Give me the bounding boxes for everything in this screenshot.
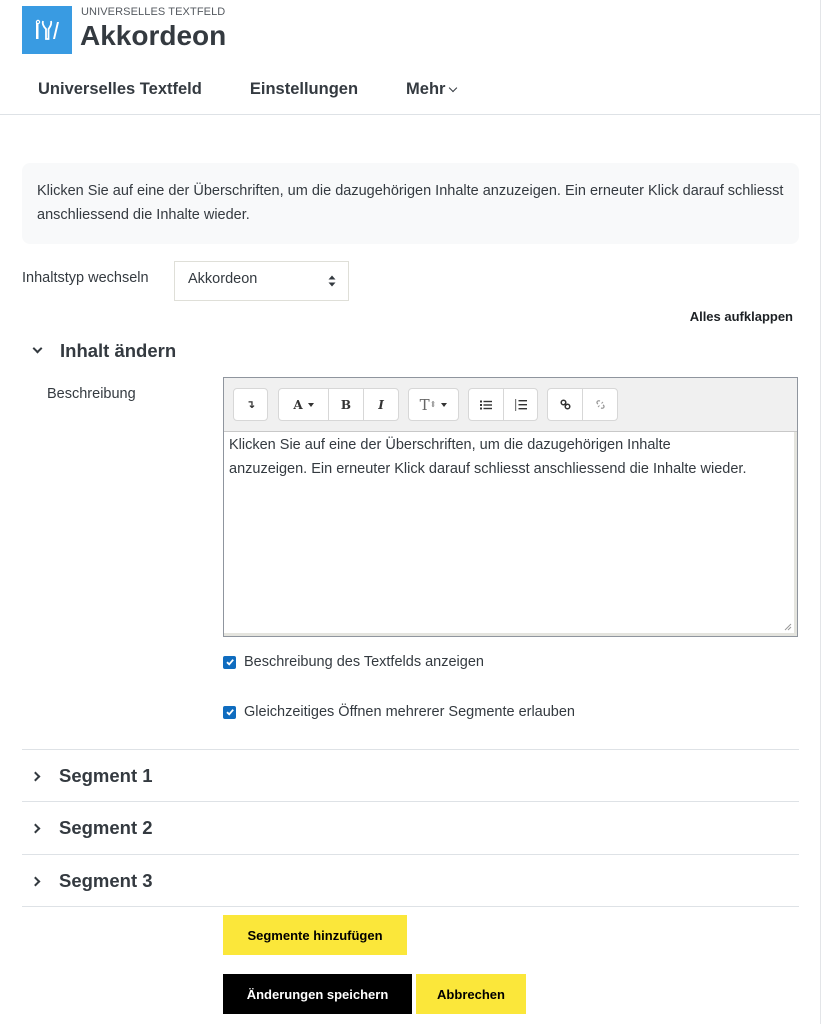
editor-toolbar [224, 378, 797, 432]
segment-divider [22, 906, 799, 907]
chevron-right-icon [31, 823, 41, 833]
tools-icon [34, 19, 60, 41]
content-type-select[interactable] [174, 261, 349, 301]
editor-content-line: anzuzeigen. Ein erneuter Klick darauf schliesst anschliessend die Inhalte wieder. [229, 461, 747, 477]
page-title: Akkordeon [80, 20, 227, 51]
nav-item-universelles-textfeld[interactable] [22, 74, 202, 104]
bullet-list-icon [480, 400, 492, 410]
collapse-toolbar-button[interactable] [234, 389, 267, 420]
cancel-button[interactable]: Abbrechen [416, 974, 526, 1014]
collapse-toolbar-icon: ↴ [245, 398, 256, 411]
info-box: Klicken Sie auf eine der Überschriften, um die dazugehörigen Inhalte anzuzeigen. Ein erneuter Klick darauf schliesst anschliessend die Inhalte wieder. [22, 163, 799, 244]
italic-button[interactable] [364, 389, 398, 420]
toolbar-group-links [547, 388, 618, 421]
segment-toggle-1[interactable] [33, 750, 799, 802]
link-icon [560, 399, 571, 410]
page-pre-title: UNIVERSELLES TEXTFELD [81, 6, 226, 18]
segment-toggle-3[interactable] [33, 855, 799, 907]
link-button[interactable] [548, 389, 583, 420]
segment-toggle-2[interactable] [33, 802, 799, 854]
editor-content[interactable] [224, 432, 797, 636]
content-type-selected-value: Akkordeon [188, 271, 258, 287]
bullet-list-button[interactable] [469, 389, 504, 420]
nav-item-label: Universelles Textfeld [38, 80, 202, 98]
activity-logo [22, 6, 72, 54]
nav-item-label: Mehr [406, 80, 446, 98]
italic-icon: I [378, 397, 384, 412]
select-arrows-icon [328, 274, 336, 288]
nav-item-einstellungen[interactable] [234, 74, 358, 104]
numbered-list-button[interactable] [504, 389, 537, 420]
toolbar-group-lists [468, 388, 538, 421]
unlink-button[interactable] [583, 389, 617, 420]
segment-title: Segment 3 [59, 870, 153, 891]
content-type-label: Inhaltstyp wechseln [22, 270, 149, 286]
chevron-right-icon [31, 876, 41, 886]
secondary-nav [22, 74, 488, 104]
toolbar-group-format [278, 388, 399, 421]
expand-all-link[interactable]: Alles aufklappen [689, 309, 793, 324]
checkbox-label: Gleichzeitiges Öffnen mehrerer Segmente erlauben [244, 704, 576, 720]
toolbar-group-text-size [408, 388, 459, 421]
checkbox-show-description[interactable] [223, 654, 484, 670]
caret-down-icon [441, 403, 447, 407]
section-title: Inhalt ändern [60, 340, 177, 361]
description-label: Beschreibung [47, 386, 136, 402]
segment-title: Segment 2 [59, 817, 153, 838]
chevron-down-icon [33, 343, 43, 353]
bold-button[interactable] [329, 389, 364, 420]
chevron-down-icon [449, 84, 457, 92]
font-color-icon: A [293, 397, 303, 412]
nav-item-label: Einstellungen [249, 80, 359, 98]
checkbox-checked-icon[interactable] [223, 706, 236, 719]
editor-content-line: Klicken Sie auf eine der Überschriften, um die dazugehörigen Inhalte [229, 437, 671, 453]
unlink-icon [595, 399, 606, 410]
text-size-button[interactable] [409, 389, 458, 420]
resize-handle-icon[interactable] [784, 623, 792, 631]
text-size-icon: T [419, 395, 430, 414]
numbered-list-icon [515, 399, 527, 411]
text-size-arrows-icon: ⇕ [429, 400, 437, 409]
add-segments-button[interactable]: Segmente hinzufügen [223, 915, 407, 955]
checkbox-checked-icon[interactable] [223, 656, 236, 669]
bold-icon: B [340, 397, 352, 412]
page-right-border [820, 0, 821, 1024]
segment-title: Segment 1 [59, 765, 153, 786]
nav-divider [0, 114, 820, 115]
checkbox-label: Beschreibung des Textfelds anzeigen [244, 654, 484, 670]
save-changes-button[interactable]: Änderungen speichern [223, 974, 412, 1014]
nav-item-mehr[interactable] [390, 74, 456, 104]
toolbar-group-collapse [233, 388, 268, 421]
section-toggle-inhalt-aendern[interactable] [33, 340, 176, 362]
caret-down-icon [308, 403, 314, 407]
checkbox-allow-multiple-open[interactable] [223, 704, 575, 720]
chevron-right-icon [31, 771, 41, 781]
rich-text-editor [223, 377, 798, 637]
font-color-button[interactable] [279, 389, 329, 420]
